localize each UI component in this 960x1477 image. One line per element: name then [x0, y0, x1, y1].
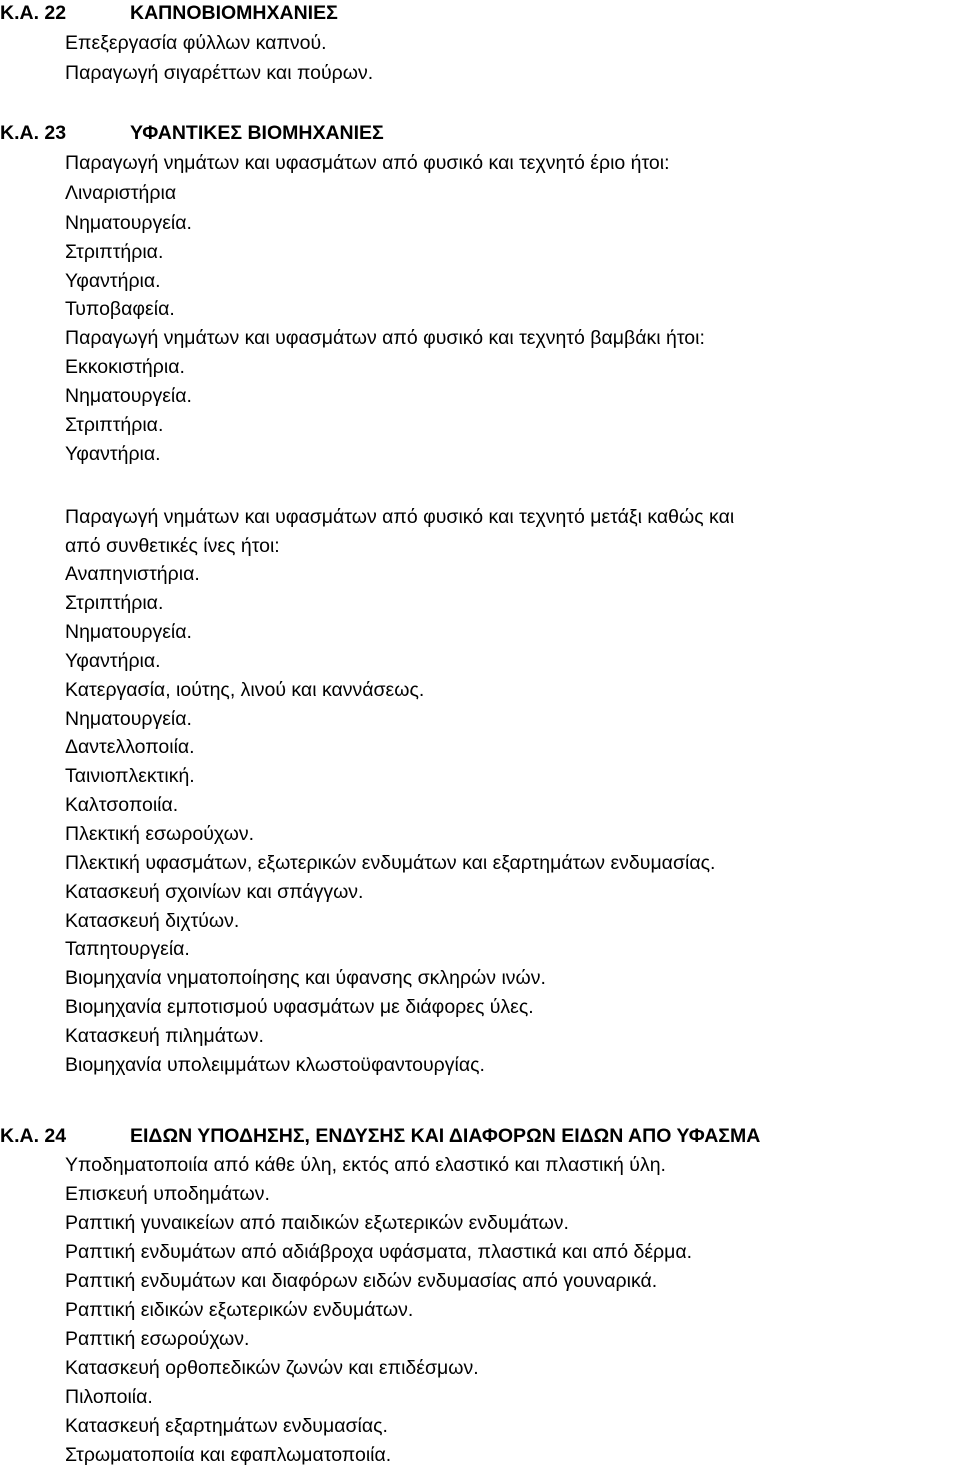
section-23-item: Παραγωγή νημάτων και υφασμάτων από φυσικό και τεχνητό μετάξι καθώς και [65, 506, 735, 528]
section-23-item: Λιναριστήρια [65, 182, 177, 204]
section-23-item: Βιομηχανία εμποτισμού υφασμάτων με διάφορες ύλες. [65, 996, 534, 1018]
section-23-item: Στριπτήρια. [65, 592, 164, 614]
section-23-item: Βιομηχανία νηματοποίησης και ύφανσης σκληρών ινών. [65, 967, 546, 989]
section-23-item: Νηματουργεία. [65, 621, 192, 643]
section-23-item: Νηματουργεία. [65, 212, 192, 234]
section-22-item: Επεξεργασία φύλλων καπνού. [65, 32, 327, 54]
section-23-item: Στριπτήρια. [65, 241, 164, 263]
section-23-item: Παραγωγή νημάτων και υφασμάτων από φυσικό και τεχνητό βαμβάκι ήτοι: [65, 327, 705, 349]
section-24-title: ΕΙΔΩΝ ΥΠΟΔΗΣΗΣ, ΕΝΔΥΣΗΣ ΚΑΙ ΔΙΑΦΟΡΩΝ ΕΙΔΩΝ ΑΠΟ ΥΦΑΣΜΑ [130, 1125, 761, 1147]
section-24-item: Επισκευή υποδημάτων. [65, 1183, 270, 1205]
section-23-item: Κατασκευή διχτύων. [65, 910, 240, 932]
section-23-item: Υφαντήρια. [65, 443, 161, 465]
section-23-item: Κατασκευή πιλημάτων. [65, 1025, 264, 1047]
section-23-item: Υφαντήρια. [65, 650, 161, 672]
section-24-item: Ραπτική ειδικών εξωτερικών ενδυμάτων. [65, 1299, 414, 1321]
section-24-item: Ραπτική ενδυμάτων από αδιάβροχα υφάσματα, πλαστικά και από δέρμα. [65, 1241, 693, 1263]
section-23-item: Καλτσοποιία. [65, 794, 179, 816]
section-22-code: Κ.Α. 22 [0, 2, 67, 24]
section-22-title: ΚΑΠΝΟΒΙΟΜΗΧΑΝΙΕΣ [130, 2, 338, 24]
section-24-item: Πιλοποιία. [65, 1386, 153, 1408]
section-23-code: Κ.Α. 23 [0, 122, 67, 144]
section-23-item: Αναπηνιστήρια. [65, 563, 200, 585]
section-23-item: Πλεκτική υφασμάτων, εξωτερικών ενδυμάτων και εξαρτημάτων ενδυμασίας. [65, 852, 716, 874]
section-24-item: Υποδηματοποιία από κάθε ύλη, εκτός από ελαστικό και πλαστική ύλη. [65, 1154, 666, 1176]
section-23-item: Νηματουργεία. [65, 385, 192, 407]
section-23-item: Κατεργασία, ιούτης, λινού και καννάσεως. [65, 679, 425, 701]
section-23-item: Παραγωγή νημάτων και υφασμάτων από φυσικό και τεχνητό έριο ήτοι: [65, 152, 670, 174]
section-22-item: Παραγωγή σιγαρέττων και πούρων. [65, 62, 374, 84]
section-23-item: Εκκοκιστήρια. [65, 356, 185, 378]
section-23-item: Πλεκτική εσωρούχων. [65, 823, 254, 845]
section-24-item: Στρωματοποιία και εφαπλωματοποιία. [65, 1444, 392, 1466]
section-23-item: από συνθετικές ίνες ήτοι: [65, 535, 280, 557]
section-23-item: Δαντελλοποιία. [65, 736, 195, 758]
section-23-item: Κατασκευή σχοινίων και σπάγγων. [65, 881, 364, 903]
section-24-item: Κατασκευή εξαρτημάτων ενδυμασίας. [65, 1415, 388, 1437]
section-24-item: Κατασκευή ορθοπεδικών ζωνών και επιδέσμων. [65, 1357, 479, 1379]
section-23-item: Ταινιοπλεκτική. [65, 765, 195, 787]
section-23-item: Νηματουργεία. [65, 708, 192, 730]
section-23-item: Ταπητουργεία. [65, 938, 190, 960]
section-23-title: ΥΦΑΝΤΙΚΕΣ ΒΙΟΜΗΧΑΝΙΕΣ [130, 122, 384, 144]
section-24-item: Ραπτική ενδυμάτων και διαφόρων ειδών ενδυμασίας από γουναρικά. [65, 1270, 658, 1292]
section-23-item: Στριπτήρια. [65, 414, 164, 436]
section-24-item: Ραπτική εσωρούχων. [65, 1328, 250, 1350]
section-24-code: Κ.Α. 24 [0, 1125, 67, 1147]
section-24-item: Ραπτική γυναικείων από παιδικών εξωτερικών ενδυμάτων. [65, 1212, 569, 1234]
section-23-item: Υφαντήρια. [65, 270, 161, 292]
section-23-item: Βιομηχανία υπολειμμάτων κλωστοϋφαντουργίας. [65, 1054, 485, 1076]
section-23-item: Τυποβαφεία. [65, 298, 175, 320]
